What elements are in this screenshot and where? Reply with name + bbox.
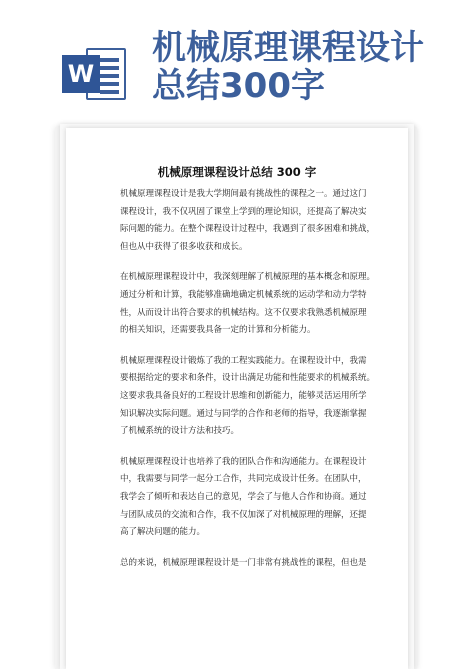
word-logo-letter: W xyxy=(62,55,100,93)
paragraph-line: 高了解决问题的能力。 xyxy=(120,527,206,538)
paragraph-line: 了机械系统的设计方法和技巧。 xyxy=(120,426,240,437)
paragraph-line: 性，从而设计出符合要求的机械结构。这不仅要求我熟悉机械原理 xyxy=(120,307,367,318)
document-paragraph xyxy=(120,353,382,441)
paragraph-line: 与团队成员的交流和合作，我不仅加深了对机械原理的理解，还提 xyxy=(120,509,367,520)
word-document-icon xyxy=(62,42,128,106)
paragraph-line: 我学会了倾听和表达自己的意见，学会了与他人合作和协商。通过 xyxy=(120,491,367,502)
banner-title-line-2: 总结300字 xyxy=(152,66,325,106)
document-paragraph xyxy=(120,186,382,256)
paragraph-line: 的相关知识，还需要我具备一定的计算和分析能力。 xyxy=(120,325,316,336)
document-title: 机械原理课程设计总结 300 字 xyxy=(157,165,317,179)
document-body xyxy=(120,186,382,585)
paragraph-line: 要根据给定的要求和条件，设计出满足功能和性能要求的机械系统。 xyxy=(120,373,376,384)
paragraph-line: 中，我需要与同学一起分工合作，共同完成设计任务。在团队中， xyxy=(120,474,367,485)
paragraph-line: 这要求我具备良好的工程设计思维和创新能力，能够灵活运用所学 xyxy=(120,390,367,401)
paragraph-line: 在机械原理课程设计中，我深刻理解了机械原理的基本概念和原理。 xyxy=(120,272,376,283)
paragraph-line: 总的来说，机械原理课程设计是一门非常有挑战性的课程，但也是 xyxy=(120,557,367,568)
paragraph-line: 通过分析和计算，我能够准确地确定机械系统的运动学和动力学特 xyxy=(120,289,367,300)
document-paragraph xyxy=(120,555,382,573)
banner-title-line-1: 机械原理课程设计 xyxy=(152,28,424,68)
document-page xyxy=(66,128,408,669)
paragraph-line: 机械原理课程设计也培养了我的团队合作和沟通能力。在课程设计 xyxy=(120,456,367,467)
paragraph-line: 机械原理课程设计锻炼了我的工程实践能力。在课程设计中，我需 xyxy=(120,355,367,366)
paragraph-line: 但也从中获得了很多收获和成长。 xyxy=(120,241,248,252)
document-paragraph xyxy=(120,454,382,542)
paragraph-line: 课程设计，我不仅巩固了课堂上学到的理论知识，还提高了解决实 xyxy=(120,206,367,217)
paragraph-line: 知识解决实际问题。通过与同学的合作和老师的指导，我逐渐掌握 xyxy=(120,408,367,419)
document-paragraph xyxy=(120,269,382,339)
paragraph-line: 际问题的能力。在整个课程设计过程中，我遇到了很多困难和挑战， xyxy=(120,224,376,235)
paragraph-line: 机械原理课程设计是我大学期间最有挑战性的课程之一。通过这门 xyxy=(120,189,367,199)
